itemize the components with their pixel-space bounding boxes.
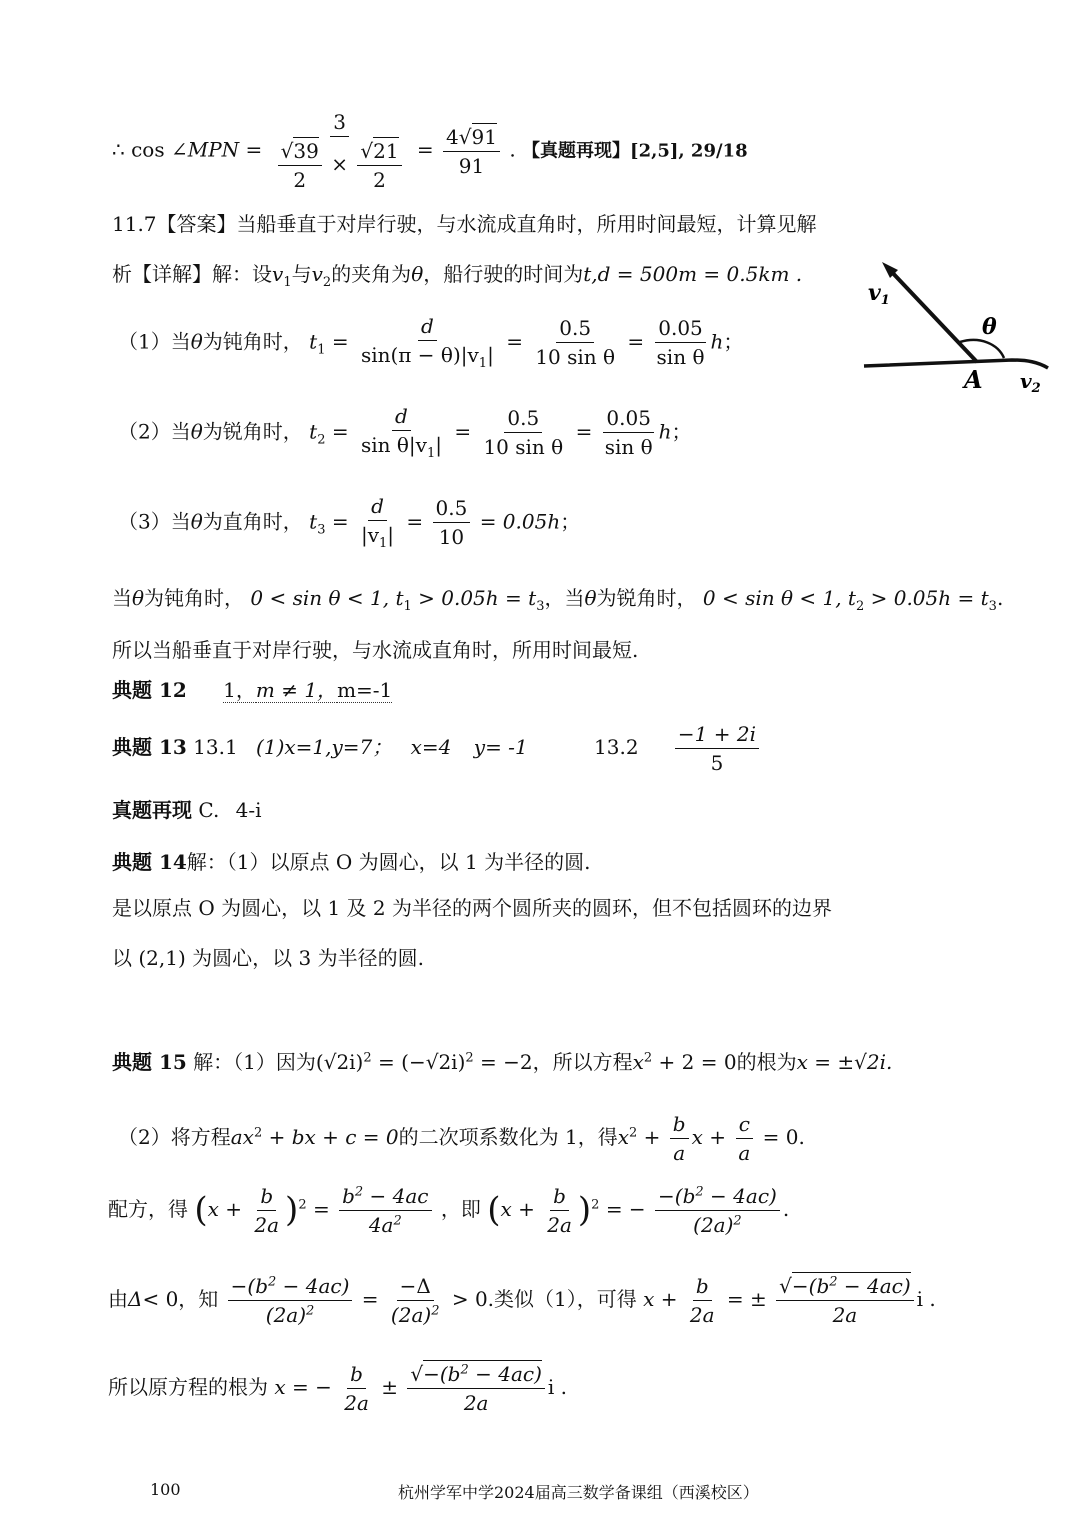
case-2-n3: 0.05 [603,406,654,433]
step-2-xx: x [691,1125,703,1149]
dl-rn-sq: 2 [829,1274,838,1290]
dl-d1 [263,1301,318,1327]
dl-n1-b: − 4ac) [276,1274,350,1298]
v2-sub: 2 [322,275,332,290]
case-3-eq2: = [406,509,424,534]
rt-rna: −(b [423,1362,461,1386]
case-2-den1 [358,431,445,462]
sqrt-sign-3: √ [458,124,472,149]
cs-n2 [655,1184,780,1211]
delta-line [108,1274,936,1327]
real-question-answer: 【真题再现】[2,5], 29/18 [522,140,748,162]
dl-n1-a: −(b [230,1274,269,1298]
dianti-15-d: 的根为 [736,1050,797,1074]
dianti-13-b: (1)x=1,y=7； [256,735,393,759]
case-1-d3: sin θ [656,345,705,370]
dianti-14-line1 [112,850,590,874]
dianti-15-e1: (√2i) [315,1050,364,1074]
coef-4: 4 [446,124,459,149]
cs-bn: b [257,1184,276,1211]
case-3-tsub: 3 [317,522,326,538]
cmp-s3b: 3 [988,599,997,614]
case-2-text: 为锐角时， [202,419,303,444]
cmp-theta: θ [132,586,145,610]
dianti-13-label: 典题 13 [112,735,187,759]
case-1-den1-end: | [487,343,494,367]
cs-eq: = [312,1197,330,1221]
dl-a: 由 [108,1287,128,1311]
step-2-plus2: + [709,1125,727,1149]
cs-bd: 2a [254,1213,280,1237]
case-2-d3: sin θ [604,435,653,460]
dianti-15-x: x [632,1050,644,1074]
rt-root-sign: √ [410,1362,424,1386]
answer-11-7-line2 [112,262,802,291]
result-den: 91 [458,153,485,178]
case-2-eq: = [331,419,349,444]
case-1-tsub: 1 [317,342,326,358]
case-2-line [118,404,692,462]
step-2-sq2: 2 [629,1125,638,1141]
case-3-line [118,494,580,552]
cmp-theta-2: θ [584,586,597,610]
cmp-h: > 0.05h = t [864,586,989,610]
v2-symbol: v [311,262,323,286]
sqrt-sign-2: √ [360,139,374,163]
cs-x-2: x + [500,1197,535,1221]
cs-frac-1 [339,1184,431,1237]
case-2-den1-sub: 1 [426,446,436,461]
sqrt39-den: 2 [293,168,307,192]
case-3-den1-a: |v [360,523,379,547]
case-2-den1-a: sin θ|v [360,433,427,457]
cs-end: . [782,1197,790,1221]
step-2-ad2: a [738,1141,751,1165]
step-2-eqn2: + bx + c = 0 [262,1125,399,1149]
step-2-bn: b [670,1112,689,1139]
dianti-14-label: 典题 14 [112,850,187,874]
dianti-15-a: 解：（1）因为 [193,1050,316,1074]
dianti-12-label: 典题 12 [112,678,187,702]
sqrt39-num [278,139,322,166]
dianti-15-label: 典题 15 [112,1050,187,1074]
case-3-end: ； [560,509,581,534]
cs-paren-close-2: ) [577,1190,592,1231]
dl-d2 [388,1301,443,1327]
case-1-den1 [358,341,497,372]
dl-pm: = ± [726,1287,767,1311]
frac-denominator [272,137,408,192]
case-3-den1 [358,521,397,552]
rt-rnb: − 4ac) [468,1362,542,1386]
cmp-d: > 0.05h = t [411,586,537,610]
rt-frac-root [407,1362,545,1415]
dl-frac-2 [388,1274,443,1327]
fraction-result [443,125,500,178]
step-2-frac-c [735,1112,753,1165]
vector-diagram [862,258,1062,398]
case-1-eq3: = [627,329,645,354]
dianti-12-b: m ≠ 1， [255,678,338,702]
dl-frac-root [776,1274,914,1327]
equals-1: = [245,137,263,162]
case-3-tail: = 0.05h [479,509,561,534]
dianti-12-a: 1， [223,678,256,702]
theta-label: θ [982,314,997,340]
dianti-14-line3: 以 (2,1) 为圆心，以 3 为半径的圆. [112,946,424,970]
case-3-n2: 0.5 [433,496,471,523]
step-2-eqn1: ax [230,1125,254,1149]
cs-paren-close: ) [285,1190,299,1231]
dianti-13-d: y= -1 [473,735,528,759]
dl-gt: > 0 [451,1287,488,1311]
theta-symbol: θ [411,262,424,286]
case-3-d: d [368,494,387,521]
case-2-den1-end: | [435,433,442,457]
dl-bn: b [693,1274,712,1301]
and-word: 与 [291,262,312,286]
case-2-h: h [658,419,672,444]
cmp-s1: 1 [403,599,412,614]
detail-prefix: 析【详解】解：设 [112,262,272,286]
dianti-15-eq: = [378,1050,395,1074]
case-3-den1-sub: 1 [379,536,388,551]
case-1-d: d [418,314,437,341]
dl-n1-sq: 2 [268,1274,277,1290]
case-3-d2: 10 [438,525,465,550]
cs-d1-a: 4a [368,1213,394,1237]
cs-n1-e: − 4ac [363,1184,429,1208]
case-2-t: t [309,419,318,444]
fraction-cos [272,110,408,192]
cs-sq: 2 [298,1197,307,1213]
dl-d2-a: (2a) [390,1303,432,1327]
case-1-n3: 0.05 [655,316,706,343]
comparison-line [112,586,1003,615]
cs-eq2: = − [605,1197,646,1221]
dl-rd: 2a [832,1303,858,1327]
cs-n2-a: −(b [658,1184,696,1208]
dl-d1-sq: 2 [306,1303,315,1319]
case-1-end: ； [723,329,744,354]
dl-delta: Δ [128,1287,143,1311]
case-2-end: ； [671,419,692,444]
cos-text: cos [131,137,165,162]
step-2-x: x [617,1125,630,1149]
case-3-den1-end: | [387,523,395,547]
dianti-13-line [112,722,762,775]
dl-n2: −Δ [397,1274,434,1301]
step-2-cn: c [736,1112,753,1139]
case-3-t: t [309,509,318,534]
case-1-den1-sub: 1 [478,356,488,371]
cmp-f: 为锐角时， [596,586,697,610]
cs-frac-2 [655,1184,780,1237]
dl-d1-a: (2a) [265,1303,307,1327]
cs-b: ，即 [440,1197,481,1221]
v1-sub: 1 [283,275,292,290]
cs-d2-a: (2a) [693,1213,734,1237]
step-2-end: = 0. [762,1125,805,1149]
answer-11-7-line1: 11.7【答案】当船垂直于对岸行驶，与水流成直角时，所用时间最短，计算见解 [112,212,817,236]
case-1-theta: θ [190,329,203,354]
dl-c: .类似（1），可得 [487,1287,637,1311]
dianti-13-frac [675,722,759,775]
case-2-d2: 10 sin θ [483,435,564,460]
therefore-symbol: ∴ [112,137,125,162]
page-number: 100 [150,1480,181,1499]
step-2-a: （2）将方程 [118,1125,231,1149]
period: . [509,137,516,162]
cs-d2-sq: 2 [733,1213,742,1229]
case-2-theta: θ [190,419,203,444]
rt-frac-b [341,1362,372,1415]
cs-n1 [339,1184,431,1211]
cs-x: x + [207,1197,243,1221]
dianti-13-den: 5 [710,751,724,775]
cs-n1-sq: 2 [354,1184,364,1200]
case-3-text: 为直角时， [202,509,303,534]
complete-square-line [108,1184,789,1237]
cs-d2 [690,1211,745,1237]
case-2-eq2: = [454,419,472,444]
radicand-91: 91 [471,124,497,149]
rt-bn: b [347,1362,366,1389]
case-3-frac-1 [358,494,397,552]
case-1-label: （1）当 [118,329,191,354]
cmp-i: . [996,586,1004,610]
result-num [443,125,500,152]
dianti-13-e: 13.2 [594,735,639,759]
dl-eq: = [361,1287,379,1311]
cs-bd-2: 2a [547,1213,572,1237]
rt-a: 所以原方程的根为 [108,1375,268,1399]
case-1-den1-a: sin(π − θ)|v [360,343,479,367]
cmp-s3: 3 [536,599,545,614]
case-1-h: h [710,329,724,354]
case-2-d: d [392,404,411,431]
zhenti-label: 真题再现 [112,798,192,822]
cs-d1 [366,1211,405,1237]
dianti-13-a: 13.1 [193,735,238,759]
step-2-sq: 2 [253,1125,263,1141]
dianti-15-val: = −2 [480,1050,533,1074]
case-2-frac-2 [480,406,566,459]
cs-n1-b: b [342,1184,355,1208]
dl-root-sign: √ [779,1274,792,1298]
rt-bd: 2a [344,1391,369,1415]
dl-rnb: − 4ac) [837,1274,911,1298]
radicand-21: 21 [373,139,399,163]
rt-x: x = − [274,1375,332,1399]
dianti-13-num: −1 + 2i [675,722,759,749]
v1-symbol: v [272,262,284,286]
rt-pm: ± [381,1375,399,1399]
case-3-eq: = [331,509,349,534]
line-cos-mpn [112,110,748,192]
cs-n2-b: − 4ac) [703,1184,777,1208]
cmp-e: ，当 [544,586,585,610]
cs-n2-sq: 2 [695,1184,704,1200]
dl-i: i . [916,1287,936,1311]
dianti-15-b: ，所以方程 [532,1050,633,1074]
dianti-12-c: m=-1 [337,678,393,702]
sqrt21-den: 2 [373,168,386,192]
dl-d2-sq: 2 [431,1303,440,1319]
point-a-label: A [964,365,983,394]
cs-d1-sq: 2 [393,1213,402,1229]
case-1-frac-3 [654,316,708,369]
dianti-15-sq: 2 [363,1050,372,1066]
cs-frac-b [251,1184,282,1237]
dl-rna: −(b [791,1274,830,1298]
cmp-a: 当 [112,586,132,610]
case-2-label: （2）当 [118,419,191,444]
distance-expr: t,d = 500m = 0.5km . [583,262,803,286]
dl-frac-1 [228,1274,353,1327]
roots-line [108,1362,567,1415]
radicand-39: 39 [293,139,319,163]
dianti-15-c: + 2 = 0 [652,1050,737,1074]
dl-frac-b [687,1274,718,1327]
dl-x: x + [643,1287,678,1311]
angle-text: 的夹角为 [331,262,412,286]
zhenti-line [112,798,262,822]
rt-rn [407,1362,545,1389]
sqrt-sign: √ [280,139,294,163]
case-1-eq2: = [506,329,523,354]
cs-frac-b2 [544,1184,575,1237]
case-1-line [118,314,743,372]
dianti-13-c: x=4 [410,735,452,759]
dianti-15-line1 [112,1050,892,1074]
case-1-eq: = [331,329,349,354]
step-2-b: 的二次项系数化为 1，得 [398,1125,618,1149]
rt-i: i . [547,1375,568,1399]
case-1-frac-1 [358,314,497,372]
dianti-15-sq3: 2 [643,1050,653,1066]
dl-rn [776,1274,914,1301]
times-sign: × [331,152,348,176]
sqrt21-num [357,139,401,166]
step-2-ad: a [673,1141,686,1165]
dianti-15-sq2: 2 [465,1050,474,1066]
case-3-label: （3）当 [118,509,191,534]
cmp-b: 为钝角时， [144,586,245,610]
cs-paren-open-2: ( [487,1190,501,1231]
dianti-15-root: x = ±√2i. [796,1050,893,1074]
dianti-15-e2: (−√2i) [401,1050,466,1074]
case-1-d2: 10 sin θ [535,345,616,370]
cmp-s2: 2 [855,599,865,614]
zhenti-val: 4-i [235,798,262,822]
step-2-line [118,1112,805,1165]
dl-n1 [228,1274,353,1301]
case-1-n2: 0.5 [556,316,594,343]
dianti-12-line [112,678,392,702]
case-3-frac-2 [433,496,471,549]
dl-b: < 0，知 [142,1287,219,1311]
conclusion-line: 所以当船垂直于对岸行驶，与水流成直角时，所用时间最短. [112,638,639,662]
dl-radicand [792,1272,911,1298]
case-3-theta: θ [190,509,203,534]
v2-label: $v_2$ [1020,369,1041,396]
v2-curve [864,360,1048,368]
case-2-eq3: = [575,419,593,444]
equals-2: = [416,137,434,162]
step-2-frac-b [670,1112,689,1165]
case-1-text: 为钝角时， [202,329,303,354]
rt-radicand [423,1360,542,1386]
cs-paren-open: ( [194,1190,208,1231]
cmp-g: 0 < sin θ < 1, t [702,586,856,610]
footer-organization: 杭州学军中学2024届高三数学备课组（西溪校区） [398,1483,759,1502]
rt-rn-sq: 2 [460,1362,469,1378]
zhenti-ans: C. [198,798,220,822]
dl-bd: 2a [689,1303,715,1327]
case-2-frac-1 [358,404,445,462]
v1-arrow-line [888,268,977,362]
time-text: ，船行驶的时间为 [423,262,584,286]
cs-bn-2: b [550,1184,569,1211]
case-2-frac-3 [602,406,656,459]
fraction-sqrt21 [357,139,401,192]
case-2-tsub: 2 [317,432,326,448]
v1-label: v1 [868,280,890,308]
angle-symbol: ∠ [170,137,188,162]
rt-rd: 2a [463,1391,489,1415]
cmp-c: 0 < sin θ < 1, t [250,586,404,610]
fraction-sqrt39 [278,139,322,192]
dianti-14-l1: 解：（1）以原点 O 为圆心，以 1 为半径的圆. [186,850,591,874]
mpn-text: MPN [187,137,240,162]
dianti-14-line2: 是以原点 O 为圆心，以 1 及 2 为半径的两个圆所夹的圆环，但不包括圆环的边界 [112,896,832,920]
cs-a: 配方，得 [108,1197,188,1221]
case-1-t: t [309,329,318,354]
cs-sq-2: 2 [591,1197,600,1213]
case-2-n2: 0.5 [504,406,542,433]
case-1-frac-2 [532,316,618,369]
frac-numerator: 3 [330,110,349,137]
step-2-plus: + [643,1125,661,1149]
